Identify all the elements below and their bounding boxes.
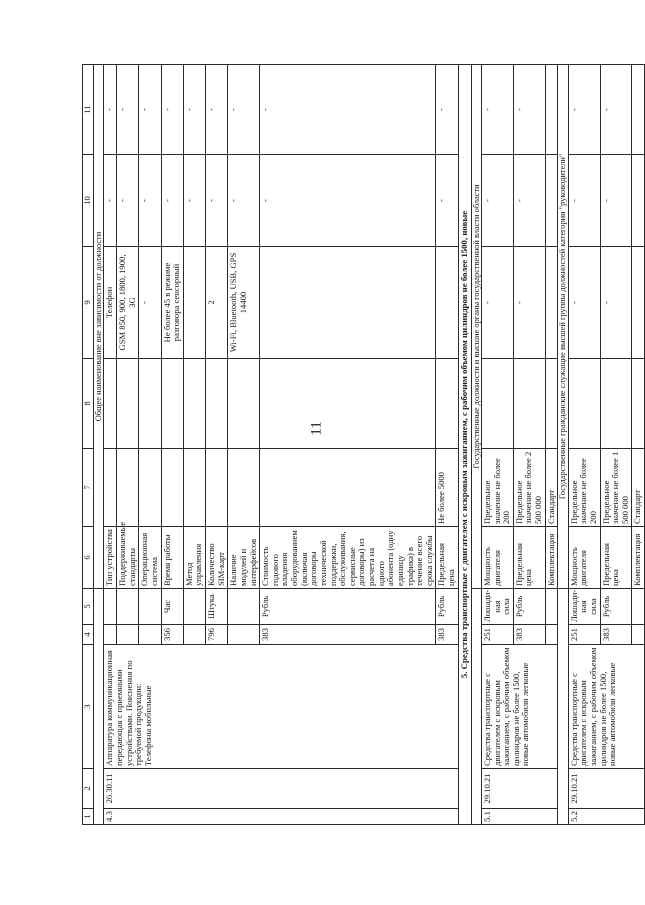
value-col7: Предельное значение не более 200 <box>568 449 600 527</box>
okpd2-code: 26.30.11 <box>104 769 458 809</box>
value-col11: - <box>104 65 117 155</box>
okpd2-code: 29.10.21 <box>568 769 644 809</box>
column-number-row <box>83 65 94 825</box>
unit-name: Лошади-ная сила <box>568 589 600 625</box>
value-col11 <box>632 65 645 155</box>
unit-name: Лошади-ная сила <box>481 589 513 625</box>
column-number: 6 <box>83 527 94 589</box>
item-number: 5.1 <box>481 809 557 825</box>
unit-name: Штука <box>206 589 228 625</box>
value-col11 <box>545 65 558 155</box>
okei-code <box>117 625 139 645</box>
characteristic: Тип устройства <box>104 527 117 589</box>
value-col10: - <box>206 155 228 247</box>
value-col10: - <box>436 155 458 247</box>
value-col11: - <box>568 65 600 155</box>
column-number: 2 <box>83 769 94 809</box>
value-col10 <box>545 155 558 247</box>
value-col8 <box>568 359 600 449</box>
value-col10: - <box>117 155 139 247</box>
column-number: 11 <box>83 65 94 155</box>
characteristic: Операционная система <box>139 527 161 589</box>
unit-name <box>228 589 260 625</box>
section5-row <box>458 65 471 825</box>
cars-state-row <box>481 65 513 825</box>
characteristic: Мощность двигателя <box>568 527 600 589</box>
characteristic: Предельная цена <box>600 527 632 589</box>
value-col9: GSM 850, 900, 1800, 1900, 3G <box>117 247 139 359</box>
banner-general: Общее наименование вне зависимости от должности <box>94 65 104 589</box>
characteristic: Комплектация <box>632 527 645 589</box>
characteristic: Мощность двигателя <box>481 527 513 589</box>
value-col9 <box>632 247 645 359</box>
unit-name <box>104 589 117 625</box>
item-name: Средства транспортные с двигателем с искровым зажиганием, с рабочим объемом цилиндров не более 1500, новые автомобили легковые <box>568 645 644 769</box>
value-col8 <box>600 359 632 449</box>
value-col9: - <box>568 247 600 359</box>
value-col8 <box>260 359 436 449</box>
okei-code <box>228 625 260 645</box>
okei-code <box>139 625 161 645</box>
value-col8 <box>139 359 161 449</box>
phones-row <box>104 65 117 825</box>
okei-code <box>183 625 205 645</box>
value-col11: - <box>139 65 161 155</box>
value-col11: - <box>436 65 458 155</box>
empty-cell <box>94 589 104 825</box>
value-col8 <box>206 359 228 449</box>
value-col8 <box>545 359 558 449</box>
value-col9: 2 <box>206 247 228 359</box>
value-col9: - <box>513 247 545 359</box>
value-col9 <box>183 247 205 359</box>
value-col8 <box>632 359 645 449</box>
value-col10: - <box>513 155 545 247</box>
value-col8 <box>436 359 458 449</box>
item-name: Средства транспортные с двигателем с искровым зажиганием, с рабочим объемом цилиндров не более 1500, новые автомобили легковые <box>481 645 557 769</box>
value-col7 <box>161 449 183 527</box>
rotated-table-container <box>82 65 643 825</box>
okei-code: 383 <box>600 625 632 645</box>
value-col10: - <box>600 155 632 247</box>
column-number: 3 <box>83 645 94 769</box>
value-col10: - <box>260 155 436 247</box>
value-col7: Предельное значение не более 200 <box>481 449 513 527</box>
unit-name: Рубль <box>513 589 545 625</box>
value-col7 <box>183 449 205 527</box>
value-col11: - <box>183 65 205 155</box>
section-5-title: 5. Средства транспортные с двигателем с искровым зажиганием, с рабочим объемом цилиндров не более 1500, новые <box>458 65 471 825</box>
okei-code <box>545 625 558 645</box>
banner-senior-row <box>558 65 568 825</box>
value-col9: - <box>600 247 632 359</box>
value-col8 <box>104 359 117 449</box>
okpd2-code: 29.10.21 <box>481 769 557 809</box>
value-col11: - <box>481 65 513 155</box>
banner-state: Государственные должности и высшие органы государственной власти области <box>471 65 481 589</box>
column-number: 9 <box>83 247 94 359</box>
characteristic: Стоимость годового владения оборудованием (включая договоры технической поддержки, обслуживания, сервисные договоры) из расчета на одного абонента (одну единицу трафика) в течение всего срока службы <box>260 527 436 589</box>
column-number: 8 <box>83 359 94 449</box>
okei-code: 356 <box>161 625 183 645</box>
okei-code: 251 <box>481 625 513 645</box>
value-col7: Не более 5000 <box>436 449 458 527</box>
unit-name: Рубль <box>600 589 632 625</box>
value-col7: Предельное значение не более 1 500 000 <box>600 449 632 527</box>
value-col11: - <box>117 65 139 155</box>
value-col7 <box>260 449 436 527</box>
value-col9: - <box>481 247 513 359</box>
value-col8 <box>228 359 260 449</box>
column-number: 5 <box>83 589 94 625</box>
requirements-table <box>82 64 645 825</box>
unit-name <box>183 589 205 625</box>
value-col8 <box>513 359 545 449</box>
value-col7 <box>206 449 228 527</box>
characteristic: Поддерживаемые стандарты <box>117 527 139 589</box>
value-col11: - <box>161 65 183 155</box>
okei-code <box>632 625 645 645</box>
characteristic: Количество SIM-карт <box>206 527 228 589</box>
value-col11: - <box>228 65 260 155</box>
unit-name <box>117 589 139 625</box>
page-number: 11 <box>308 421 325 436</box>
value-col10: - <box>228 155 260 247</box>
value-col7: Стандарт <box>632 449 645 527</box>
characteristic: Наличие модулей и интерфейсов <box>228 527 260 589</box>
characteristic: Комплектация <box>545 527 558 589</box>
value-col7: Стандарт <box>545 449 558 527</box>
okei-code: 383 <box>260 625 436 645</box>
value-col10: - <box>183 155 205 247</box>
value-col9 <box>436 247 458 359</box>
column-number: 10 <box>83 155 94 247</box>
value-col11: - <box>206 65 228 155</box>
value-col7 <box>104 449 117 527</box>
unit-name: Час <box>161 589 183 625</box>
characteristic: Время работы <box>161 527 183 589</box>
unit-name: Рубль <box>436 589 458 625</box>
value-col7: Предельное значение не более 2 500 000 <box>513 449 545 527</box>
unit-name <box>632 589 645 625</box>
value-col8 <box>161 359 183 449</box>
item-number: 5.2 <box>568 809 644 825</box>
value-col10 <box>632 155 645 247</box>
characteristic: Предельная цена <box>513 527 545 589</box>
item-number: 4.3 <box>104 809 458 825</box>
value-col8 <box>481 359 513 449</box>
unit-name: Рубль <box>260 589 436 625</box>
value-col9: Не более 45 в режиме разговора сенсорный <box>161 247 183 359</box>
column-number: 1 <box>83 809 94 825</box>
value-col9: - <box>139 247 161 359</box>
characteristic: Предельная цена <box>436 527 458 589</box>
value-col10: - <box>161 155 183 247</box>
okei-code: 383 <box>513 625 545 645</box>
value-col10: - <box>104 155 117 247</box>
value-col9: Телефон <box>104 247 117 359</box>
okei-code <box>104 625 117 645</box>
value-col7 <box>139 449 161 527</box>
value-col9 <box>545 247 558 359</box>
banner-senior: Государственные гражданские служащие высшей группы должностей категории "руководители" <box>558 65 568 589</box>
value-col11: - <box>260 65 436 155</box>
unit-name <box>139 589 161 625</box>
item-name: Аппаратура коммуникационная передающая с приемными устройствами. Пояснения по требуемой продукции: Телефоны мобильные <box>104 645 458 769</box>
cars-senior-row <box>568 65 600 825</box>
value-col9: Wi-Fi, Bluetooth, USB, GPS 14400 <box>228 247 260 359</box>
okei-code: 383 <box>436 625 458 645</box>
value-col10: - <box>481 155 513 247</box>
okei-code: 796 <box>206 625 228 645</box>
column-number: 7 <box>83 449 94 527</box>
value-col8 <box>183 359 205 449</box>
empty-cell <box>558 589 568 825</box>
value-col9 <box>260 247 436 359</box>
column-number: 4 <box>83 625 94 645</box>
value-col7 <box>228 449 260 527</box>
characteristic: Метод управления <box>183 527 205 589</box>
value-col7 <box>117 449 139 527</box>
empty-cell <box>471 589 481 825</box>
value-col8 <box>117 359 139 449</box>
banner-row <box>94 65 104 825</box>
value-col10: - <box>139 155 161 247</box>
value-col10: - <box>568 155 600 247</box>
value-col11: - <box>513 65 545 155</box>
unit-name <box>545 589 558 625</box>
banner-state-row <box>471 65 481 825</box>
okei-code: 251 <box>568 625 600 645</box>
value-col11: - <box>600 65 632 155</box>
